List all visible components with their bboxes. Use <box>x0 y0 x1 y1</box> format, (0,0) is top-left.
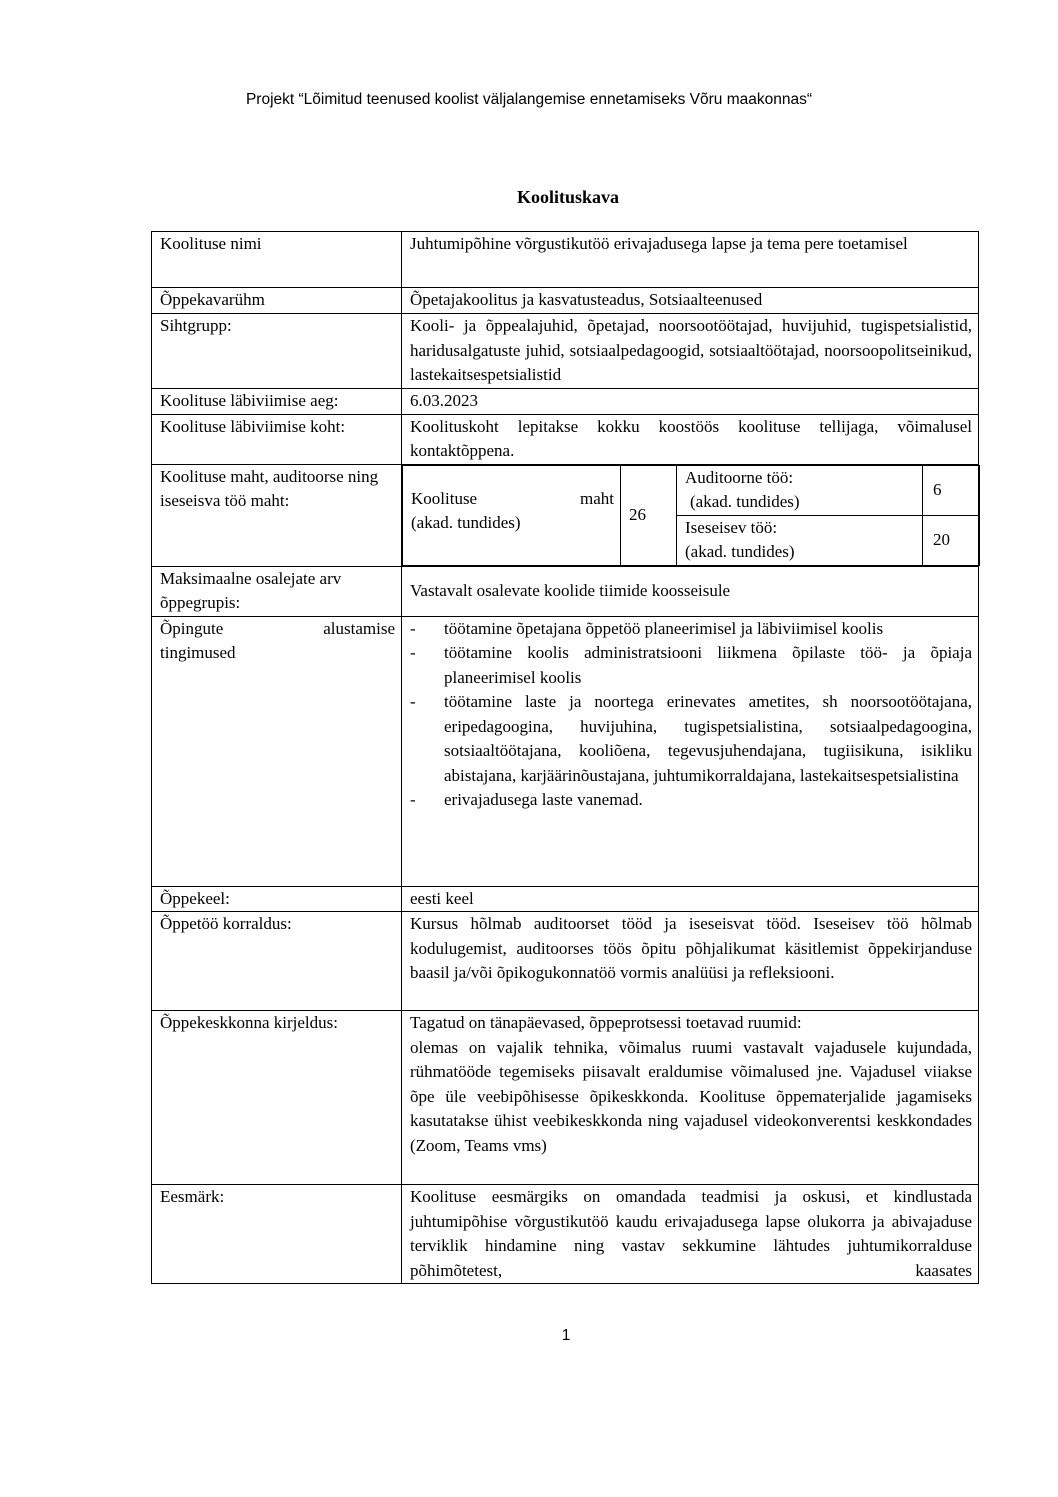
row-study-organisation <box>152 912 979 1011</box>
row-training-volume <box>152 464 979 566</box>
list-item-text: töötamine koolis administratsiooni liikmena õpilaste töö- ja õpiaja planeerimisel koolis <box>444 643 972 687</box>
independent-work-label-line1: Iseseisev töö: <box>685 517 778 537</box>
independent-work-value: 20 <box>923 515 980 565</box>
value-training-name: Juhtumipõhine võrgustikutöö erivajadusega lapse ja tema pere toetamisel <box>402 232 979 288</box>
row-training-time <box>152 389 979 415</box>
volume-subtable <box>402 465 980 566</box>
label-study-conditions-word3: tingimused <box>160 643 236 662</box>
total-volume-label-line1a: Koolituse <box>411 488 478 508</box>
auditory-work-label-line1: Auditoorne töö: <box>685 467 794 487</box>
label-curriculum-group: Õppekavarühm <box>152 288 402 314</box>
total-volume-label-line2: (akad. tundides) <box>411 513 521 532</box>
list-item-text: erivajadusega laste vanemad. <box>444 790 643 809</box>
list-item-text: töötamine õpetajana õppetöö planeerimisel ja läbiviimisel koolis <box>444 618 884 638</box>
row-max-participants <box>152 566 979 616</box>
independent-work-label <box>677 515 923 565</box>
label-goal: Eesmärk: <box>152 1185 402 1284</box>
label-study-organisation: Õppetöö korraldus: <box>152 912 402 1011</box>
auditory-work-label <box>677 465 923 515</box>
value-training-time: 6.03.2023 <box>402 389 979 415</box>
row-training-place <box>152 414 979 464</box>
row-curriculum-group <box>152 288 979 314</box>
label-training-time: Koolituse läbiviimise aeg: <box>152 389 402 415</box>
bullet-dash: - <box>410 643 416 662</box>
document-header: Projekt “Lõimitud teenused koolist väljalangemise ennetamiseks Võru maakonnas“ <box>245 91 813 108</box>
auditory-work-label-line2: (akad. tundides) <box>690 492 800 511</box>
list-item <box>410 788 972 813</box>
label-study-conditions-word2: alustamise <box>323 618 395 638</box>
value-study-conditions <box>402 616 979 886</box>
total-volume-label <box>403 465 621 565</box>
independent-work-label-line2: (akad. tundides) <box>685 542 795 561</box>
total-volume-label-line1b: maht <box>580 488 614 508</box>
list-item-text: töötamine laste ja noortega erinevates ametites, sh noorsootöötajana, eripedagoogina, huvijuhina, tugispetsialistina, sotsiaalpedagoogina, sotsiaaltöötajana, kooliõena, tegevusjuhendajana, tugiisikuna, isikliku abistajana, karjäärinõustajana, juhtumikorraldajana, lastekaitsespetsialistina <box>444 692 972 785</box>
value-curriculum-group: Õpetajakoolitus ja kasvatusteadus, Sotsiaalteenused <box>402 288 979 314</box>
list-item <box>410 617 972 642</box>
label-study-language: Õppekeel: <box>152 886 402 912</box>
bullet-dash: - <box>410 692 416 711</box>
label-study-environment: Õppekeskkonna kirjeldus: <box>152 1011 402 1185</box>
row-study-environment <box>152 1011 979 1185</box>
value-study-environment <box>402 1011 979 1185</box>
value-goal: Koolituse eesmärgiks on omandada teadmisi ja oskusi, et kindlustada juhtumipõhise võrgustikutöö kaudu erivajadusega lapse olukorra ja abivajaduse terviklik hindamine ning vastav sekkumine lähtudes juhtumikorralduse põhimõtetest, kaasates <box>402 1185 979 1284</box>
value-target-group: Kooli- ja õppealajuhid, õpetajad, noorsootöötajad, huvijuhid, tugispetsialistid, haridusalgatuste juhid, sotsiaalpedagoogid, sotsiaaltöötajad, noorsoopolitseinikud, lastekaitsespetsialistid <box>402 314 979 389</box>
label-training-place: Koolituse läbiviimise koht: <box>152 414 402 464</box>
label-target-group: Sihtgrupp: <box>152 314 402 389</box>
document-title: Koolituskava <box>516 187 620 207</box>
total-volume-value: 26 <box>621 465 677 565</box>
label-max-participants: Maksimaalne osalejate arv õppegrupis: <box>152 566 402 616</box>
row-target-group <box>152 314 979 389</box>
page-number: 1 <box>561 1327 571 1344</box>
row-training-name <box>152 232 979 288</box>
value-study-language: eesti keel <box>402 886 979 912</box>
bullet-dash: - <box>410 790 416 809</box>
value-max-participants: Vastavalt osalevate koolide tiimide koosseisule <box>402 566 979 616</box>
label-study-conditions-word1: Õpingute <box>160 618 224 638</box>
row-goal <box>152 1185 979 1284</box>
auditory-work-value: 6 <box>923 465 980 515</box>
volume-cell <box>402 464 979 566</box>
training-plan-table <box>151 231 979 1284</box>
environment-text: olemas on vajalik tehnika, võimalus ruumi vastavalt vajadusele kujundada, rühmatööde tegemiseks piisavalt eraldumise võimalused jne. Vajadusel viiakse õpe üle veebipõhisesse õpikeskkonda. Koolituse õppematerjalide jagamiseks kasutatakse ühist veebikeskkonda ning vajadusel videokonverentsi keskkondades (Zoom, Teams vms) <box>410 1037 972 1155</box>
label-training-name: Koolituse nimi <box>152 232 402 288</box>
list-item <box>410 641 972 690</box>
conditions-list <box>410 617 972 813</box>
row-study-conditions <box>152 616 979 886</box>
row-study-language <box>152 886 979 912</box>
label-study-conditions <box>152 616 402 886</box>
list-item <box>410 690 972 788</box>
label-training-volume: Koolituse maht, auditoorse ning iseseisva töö maht: <box>152 464 402 566</box>
environment-first-line: Tagatud on tänapäevased, õppeprotsessi toetavad ruumid: <box>410 1013 802 1032</box>
value-training-place: Koolituskoht lepitakse kokku koostöös koolituse tellijaga, võimalusel kontaktõppena. <box>402 414 979 464</box>
value-study-organisation: Kursus hõlmab auditoorset tööd ja iseseisvat tööd. Iseseisev töö hõlmab kodulugemist, auditoorses töös õpitu põhjalikumat käsitlemist õppekirjanduse baasil ja/või õpikogukonnatöö vormis analüüsi ja refleksiooni. <box>402 912 979 1011</box>
bullet-dash: - <box>410 618 416 638</box>
